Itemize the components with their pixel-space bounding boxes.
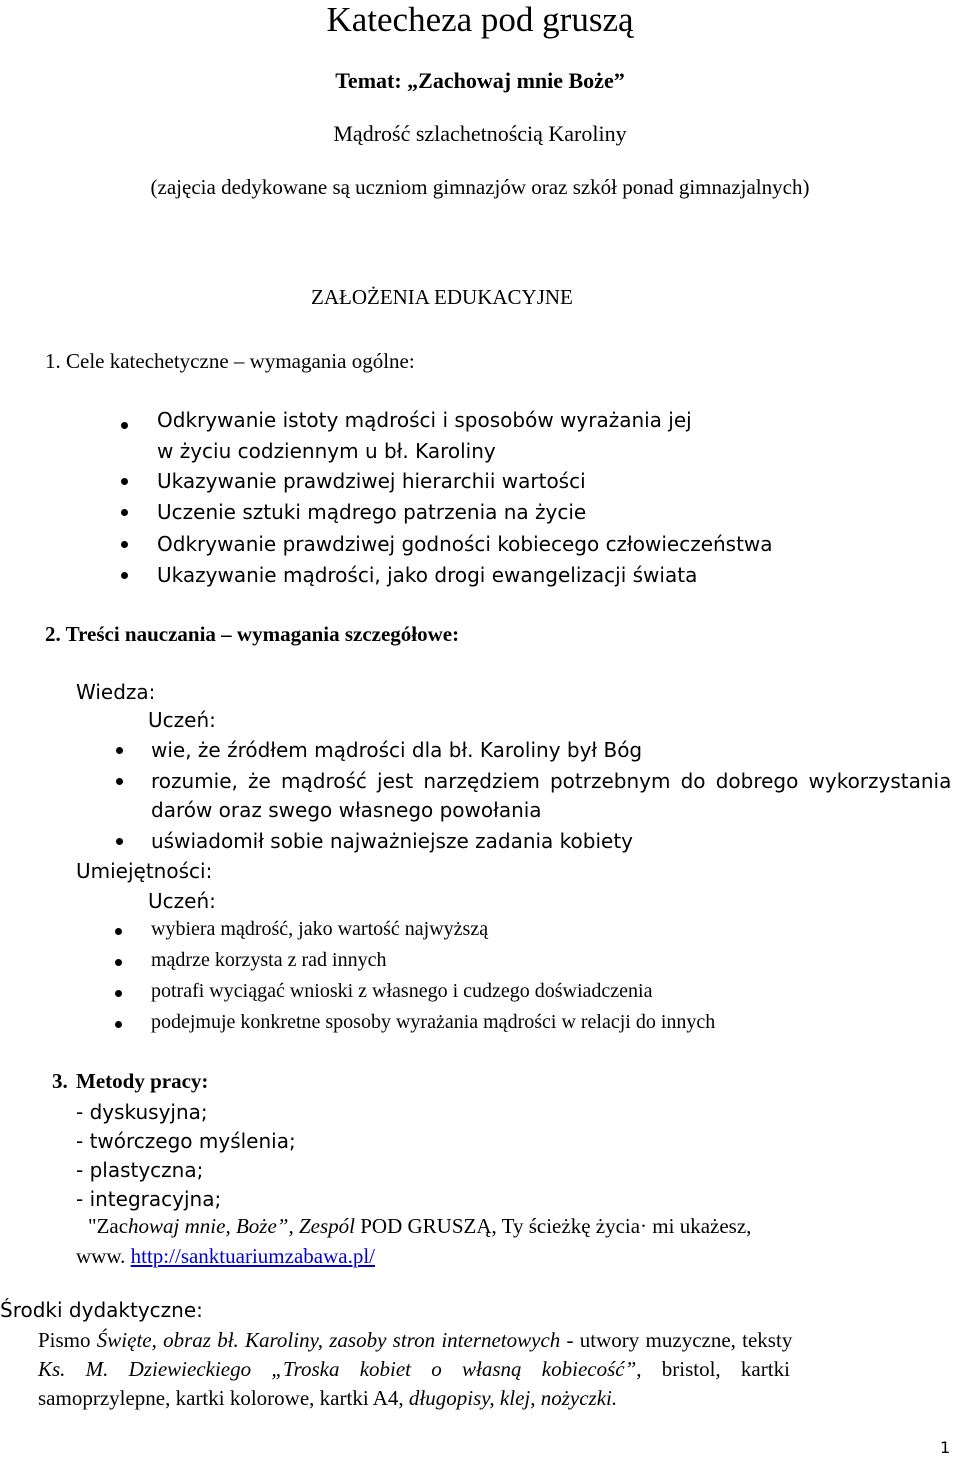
bullet-icon [121, 509, 128, 516]
resources-text: , bristol, kartki [636, 1357, 790, 1381]
section-heading: ZAŁOŻENIA EDUKACYJNE [311, 285, 573, 309]
resources-line-3 [38, 1386, 617, 1411]
section-3-number: 3. [52, 1069, 68, 1093]
method-item: - dyskusyjna; [76, 1100, 208, 1124]
subtitle: Mądrość szlachetnością Karoliny [333, 121, 627, 146]
resources-heading: Środki dydaktyczne: [0, 1298, 203, 1322]
website-link[interactable]: http://sanktuariumzabawa.pl/ [130, 1244, 375, 1268]
bullet-icon [115, 959, 122, 966]
resources-text: - utwory muzyczne, teksty [560, 1328, 793, 1352]
bullet-icon [121, 478, 128, 485]
list-item: Ukazywanie prawdziwej hierarchii wartości [157, 469, 586, 493]
link-line [76, 1244, 375, 1269]
list-item: mądrze korzysta z rad innych [151, 949, 387, 971]
method-item: - plastyczna; [76, 1158, 204, 1182]
section-3-heading: Metody pracy: [76, 1069, 209, 1093]
list-item: Uczenie sztuki mądrego patrzenia na życie [157, 500, 587, 524]
section-1-heading: 1. Cele katechetyczne – wymagania ogólne: [45, 349, 415, 373]
uczen-label: Uczeń: [148, 708, 216, 732]
bullet-icon [116, 747, 123, 754]
resources-text-italic: długopisy, klej, nożyczki. [408, 1386, 618, 1410]
umiejetnosci-label: Umiejętności: [76, 859, 213, 883]
song-rest: POD GRUSZĄ, Ty ścieżkę życia· mi ukażesz, [354, 1214, 752, 1238]
www-label: www. [76, 1244, 131, 1268]
method-item: - twórczego myślenia; [76, 1129, 296, 1153]
bullet-icon [115, 928, 122, 935]
list-item: Odkrywanie istoty mądrości i sposobów wyrażania jej [157, 408, 692, 432]
bullet-icon [121, 422, 128, 429]
dedication: (zajęcia dedykowane są uczniom gimnazjów oraz szkół ponad gimnazjalnych) [150, 175, 810, 199]
resources-text-italic: Święte, obraz bł. Karoliny, zasoby stron internetowych [96, 1328, 561, 1352]
resources-line-1 [38, 1328, 956, 1353]
song-reference [88, 1214, 751, 1239]
wiedza-label: Wiedza: [76, 680, 156, 704]
list-item: wie, że źródłem mądrości dla bł. Karoliny był Bóg [151, 738, 643, 762]
list-item: rozumie, że mądrość jest narzędziem potrzebnym do dobrego wykorzystania [151, 769, 952, 793]
list-item: wybiera mądrość, jako wartość najwyższą [151, 918, 489, 940]
bullet-icon [116, 778, 123, 785]
song-quote-open: "Zac [88, 1214, 129, 1238]
bullet-icon [121, 541, 128, 548]
resources-text-italic: Ks. M. Dziewieckiego „Troska kobiet o własną kobiecość” [38, 1357, 637, 1381]
song-title: howaj mnie, Boże”, Zespól [128, 1214, 355, 1238]
bullet-icon [121, 572, 128, 579]
page-number: 1 [940, 1438, 951, 1457]
list-item: potrafi wyciągać wnioski z własnego i cudzego doświadczenia [151, 980, 653, 1002]
uczen-label: Uczeń: [148, 889, 216, 913]
resources-line-2 [38, 1357, 790, 1382]
list-item-continuation: w życiu codziennym u bł. Karoliny [157, 439, 496, 463]
document-title: Katecheza pod gruszą [326, 0, 634, 39]
list-item-continuation: darów oraz swego własnego powołania [151, 798, 542, 822]
list-item: uświadomił sobie najważniejsze zadania kobiety [151, 829, 634, 853]
list-item: Ukazywanie mądrości, jako drogi ewangelizacji świata [157, 563, 698, 587]
bullet-icon [115, 990, 122, 997]
bullet-icon [116, 838, 123, 845]
bullet-icon [115, 1021, 122, 1028]
resources-text: Pismo [38, 1328, 97, 1352]
section-2-heading: 2. Treści nauczania – wymagania szczegółowe: [45, 622, 460, 646]
method-item: - integracyjna; [76, 1187, 222, 1211]
topic-line: Temat: „Zachowaj mnie Boże” [335, 68, 625, 93]
list-item: podejmuje konkretne sposoby wyrażania mądrości w relacji do innych [151, 1011, 716, 1033]
resources-text: samoprzylepne, kartki kolorowe, kartki A4, [38, 1386, 409, 1410]
list-item: Odkrywanie prawdziwej godności kobiecego człowieczeństwa [157, 532, 773, 556]
